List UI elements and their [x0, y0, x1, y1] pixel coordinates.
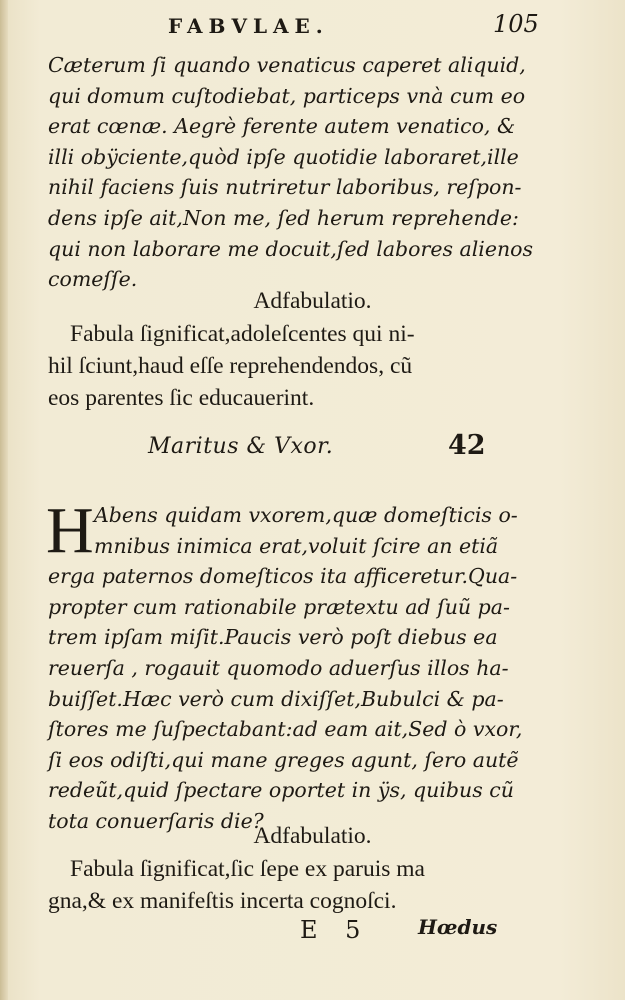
previous-fable-text [48, 50, 534, 295]
fable-moral-text [48, 853, 504, 917]
text-line: Cæterum ſi quando venaticus caperet aliquid, [48, 53, 526, 77]
page-number: 105 [493, 10, 539, 38]
text-line: buiſſet.Hæc verò cum dixiſſet,Bubulci & pa- [48, 686, 504, 711]
fable-number: 42 [448, 430, 486, 461]
moral-line: gna,& ex manifeſtis incerta cognoſci. [48, 888, 397, 914]
text-line: Abens quidam vxorem,quæ domeſticis o- [94, 503, 518, 527]
catchword: Hœdus [418, 915, 498, 939]
text-line: nihil faciens ſuis nutriretur laboribus, reſpon- [48, 175, 522, 200]
text-line: trem ipſam miſit.Paucis verò poſt diebus ea [48, 625, 498, 650]
text-line: erat cœnæ. Aegrè ferente autem venatico, & [48, 114, 516, 139]
text-line: qui non laborare me docuit,ſed labores alienos [48, 236, 534, 261]
text-line: reuerſa , rogauit quomodo aduerſus illos ha- [48, 655, 509, 680]
signature-mark: E 5 [300, 916, 371, 944]
page-gutter [0, 0, 8, 1000]
text-line: comeſſe. [48, 267, 138, 292]
moral-heading: Adfabulatio. [253, 288, 372, 314]
text-line: propter cum rationabile prætextu ad ſuũ pa- [48, 594, 510, 619]
moral-heading: Adfabulatio. [253, 823, 372, 849]
text-line: dens ipſe ait,Non me, ſed herum reprehende: [48, 205, 519, 230]
fable-title: Maritus & Vxor. [148, 434, 334, 459]
moral-line: eos parentes ſic educauerint. [48, 385, 315, 411]
previous-moral-text [48, 318, 504, 414]
moral-line: Fabula ſignificat,adoleſcentes qui ni- [70, 321, 415, 347]
fable-text [46, 494, 523, 837]
text-line: ſi eos odiſti,qui mane greges agunt, ſero autẽ [48, 747, 519, 772]
running-title: FABVLAE. [168, 14, 329, 38]
text-line: qui domum cuſtodiebat, particeps vnà cum eo [48, 83, 526, 108]
text-line: illi obÿciente,quòd ipſe quotidie laboraret,ille [48, 144, 519, 169]
drop-cap-initial: H [46, 494, 94, 567]
text-line: tota conuerſaris die? [48, 808, 264, 833]
text-line: ſtores me ſuſpectabant:ad eam ait,Sed ò vxor, [48, 717, 523, 742]
moral-line: hil ſciunt,haud eſſe reprehendendos, cũ [48, 353, 413, 379]
text-line: redeũt,quid ſpectare oportet in ÿs, quibus cũ [48, 778, 514, 803]
text-line: mnibus inimica erat,voluit ſcire an etiã [94, 533, 499, 558]
moral-line: Fabula ſignificat,ſic ſepe ex paruis ma [70, 856, 425, 882]
text-line: erga paternos domeſticos ita afficeretur.Qua- [48, 564, 518, 589]
